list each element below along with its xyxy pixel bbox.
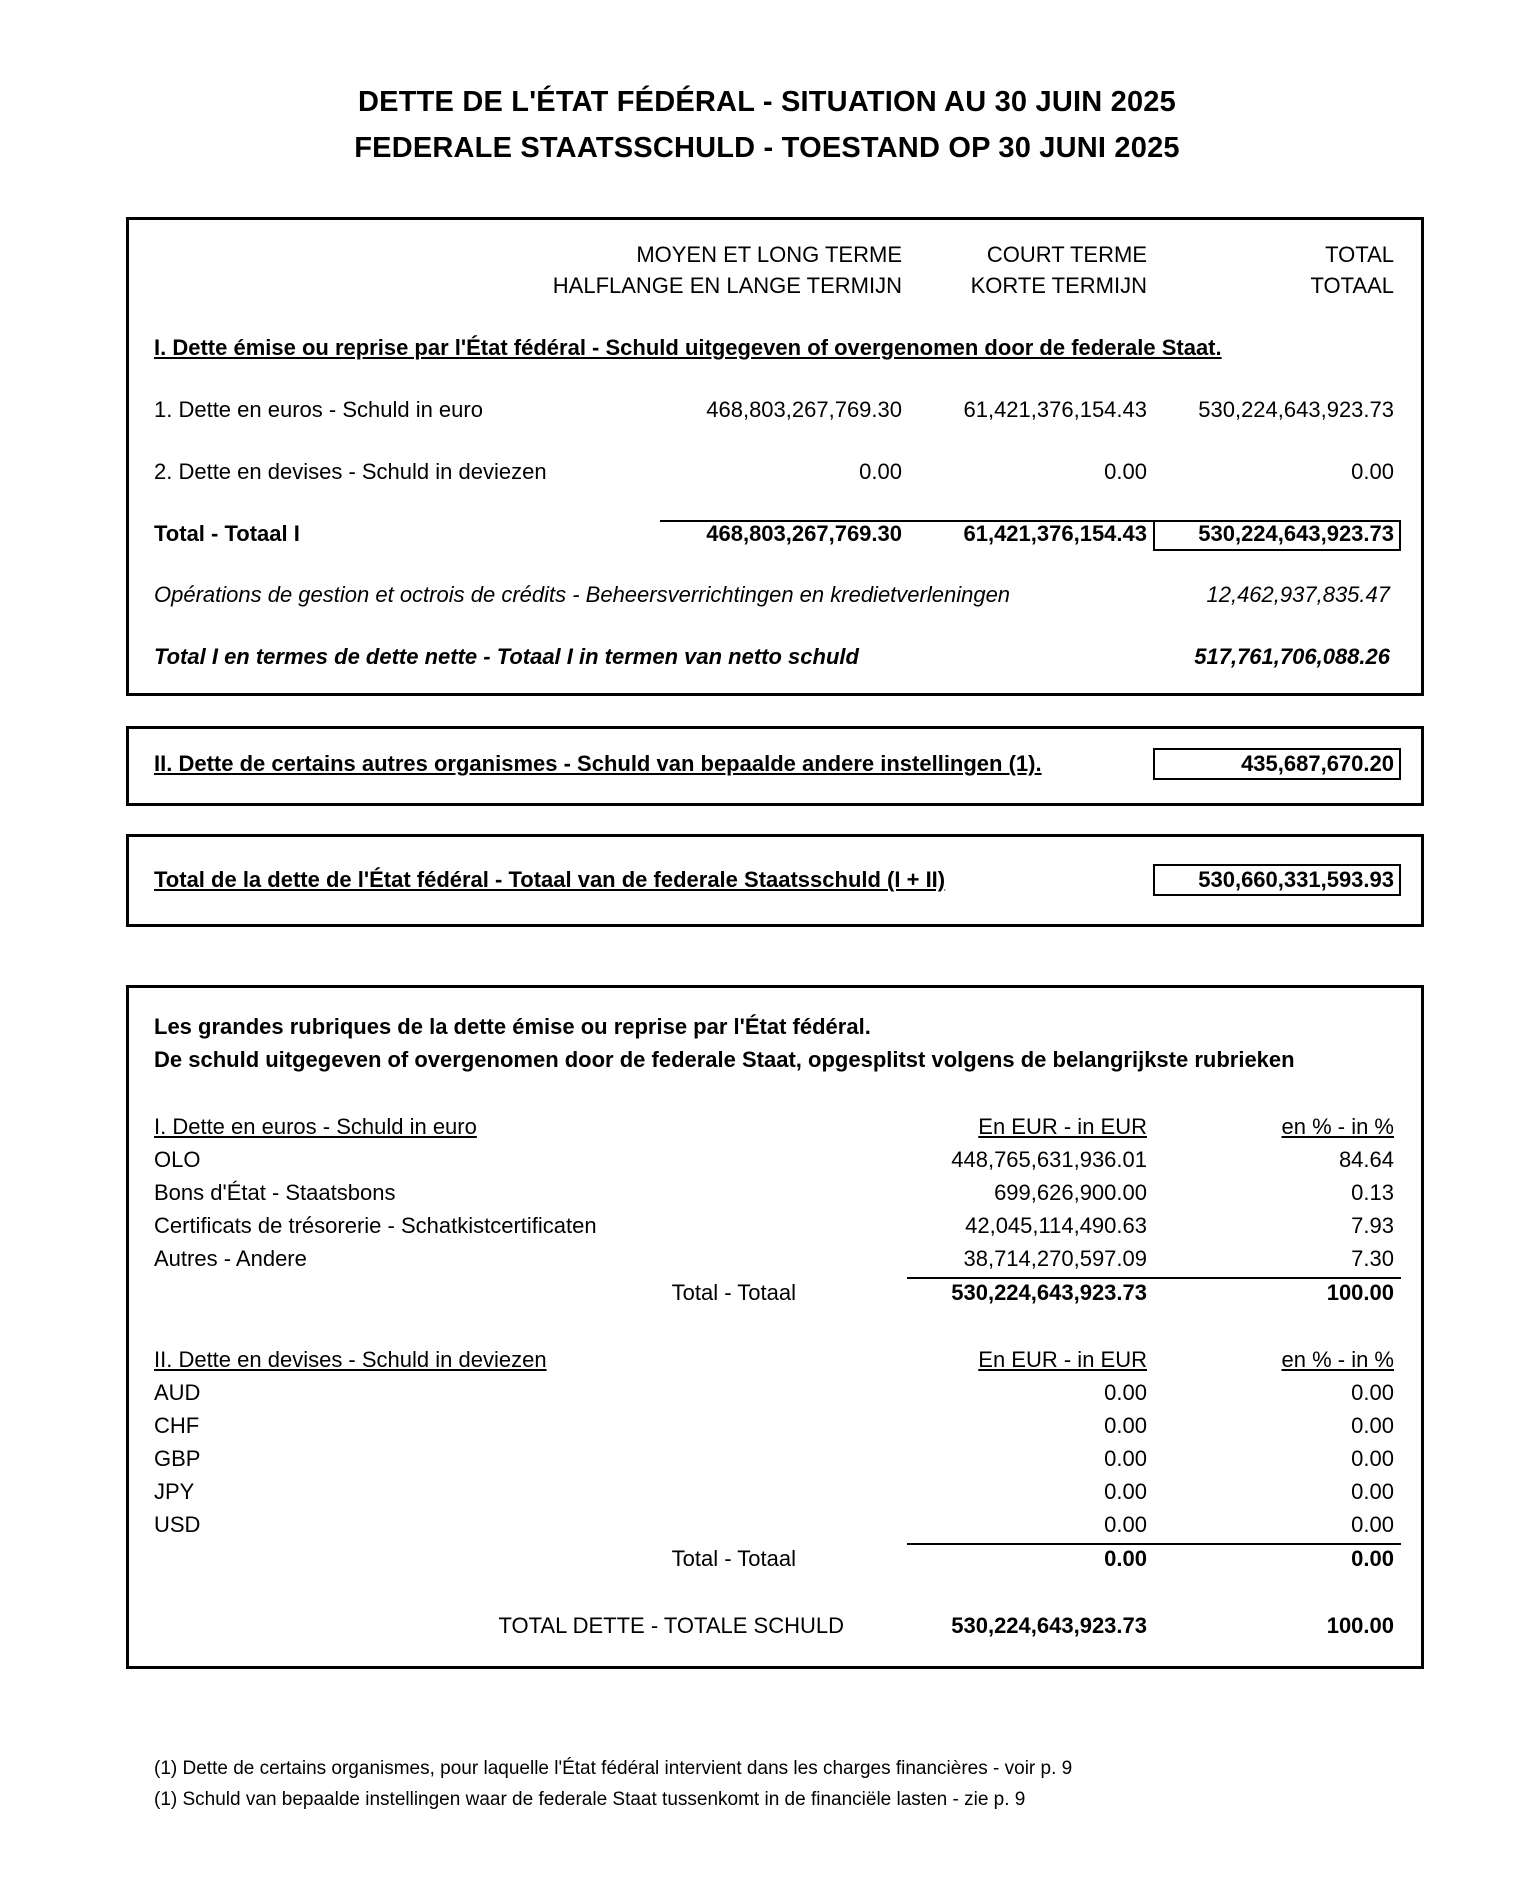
foreign-row-pct: 0.00 xyxy=(1351,1446,1394,1471)
foreign-total-rule xyxy=(907,1543,1401,1545)
section-4-heading-fr: Les grandes rubriques de la dette émise ou reprise par l'État fédéral. xyxy=(154,1014,871,1039)
col-header-total-nl: TOTAAL xyxy=(1310,273,1394,298)
foreign-row-eur: 0.00 xyxy=(1104,1512,1147,1537)
section-3-label: Total de la dette de l'État fédéral - Totaal van de federale Staatsschuld (I + II) xyxy=(154,867,946,892)
euro-col-eur-header: En EUR - in EUR xyxy=(978,1114,1147,1139)
section-2-value: 435,687,670.20 xyxy=(1241,751,1394,776)
operations-value: 12,462,937,835.47 xyxy=(1206,582,1390,607)
row-foreign-debt-label: 2. Dette en devises - Schuld in deviezen xyxy=(154,459,547,484)
foreign-total-eur: 0.00 xyxy=(1104,1546,1147,1571)
euro-row-eur: 699,626,900.00 xyxy=(994,1180,1147,1205)
euro-row-eur: 38,714,270,597.09 xyxy=(963,1246,1147,1271)
foreign-row-pct: 0.00 xyxy=(1351,1512,1394,1537)
row-euro-debt-ct: 61,421,376,154.43 xyxy=(963,397,1147,422)
row-foreign-debt-mlt: 0.00 xyxy=(859,459,902,484)
foreign-breakdown-title: II. Dette en devises - Schuld in deviezen xyxy=(154,1347,547,1372)
euro-row-label: Certificats de trésorerie - Schatkistcertificaten xyxy=(154,1213,597,1238)
operations-label: Opérations de gestion et octrois de crédits - Beheersverrichtingen en kredietverleningen xyxy=(154,582,1011,607)
row-euro-debt-total: 530,224,643,923.73 xyxy=(1198,397,1394,422)
euro-total-label: Total - Totaal xyxy=(671,1280,796,1305)
euro-breakdown-title: I. Dette en euros - Schuld in euro xyxy=(154,1114,477,1139)
row-euro-debt-label: 1. Dette en euros - Schuld in euro xyxy=(154,397,483,422)
foreign-row-label: JPY xyxy=(154,1479,195,1504)
euro-row-eur: 448,765,631,936.01 xyxy=(951,1147,1147,1172)
euro-row-label: Autres - Andere xyxy=(154,1246,307,1271)
euro-row-label: Bons d'État - Staatsbons xyxy=(154,1180,396,1205)
section-1-heading: I. Dette émise ou reprise par l'État fédéral - Schuld uitgegeven of overgenomen door de federale Staat. xyxy=(154,335,1222,360)
net-total-label: Total I en termes de dette nette - Totaal I in termen van netto schuld xyxy=(154,644,859,669)
row-foreign-debt-total: 0.00 xyxy=(1351,459,1394,484)
foreign-row-pct: 0.00 xyxy=(1351,1413,1394,1438)
row-total-i-ct: 61,421,376,154.43 xyxy=(963,521,1147,546)
foreign-row-eur: 0.00 xyxy=(1104,1446,1147,1471)
euro-row-pct: 7.93 xyxy=(1351,1213,1394,1238)
euro-row-pct: 0.13 xyxy=(1351,1180,1394,1205)
euro-row-eur: 42,045,114,490.63 xyxy=(965,1213,1147,1238)
col-header-ct-fr: COURT TERME xyxy=(986,242,1147,267)
row-total-i-label: Total - Totaal I xyxy=(154,521,300,546)
row-total-i-mlt: 468,803,267,769.30 xyxy=(706,521,902,546)
foreign-row-eur: 0.00 xyxy=(1104,1380,1147,1405)
foreign-col-pct-header: en % - in % xyxy=(1281,1347,1394,1372)
row-foreign-debt-ct: 0.00 xyxy=(1104,459,1147,484)
foreign-row-label: USD xyxy=(154,1512,201,1537)
document-title-fr: DETTE DE L'ÉTAT FÉDÉRAL - SITUATION AU 30 JUIN 2025 xyxy=(358,86,1176,118)
col-header-total-fr: TOTAL xyxy=(1325,242,1394,267)
section-4-heading-nl: De schuld uitgegeven of overgenomen door de federale Staat, opgesplitst volgens de belangrijkste rubrieken xyxy=(154,1047,1295,1072)
euro-total-eur: 530,224,643,923.73 xyxy=(951,1280,1147,1305)
foreign-row-pct: 0.00 xyxy=(1351,1479,1394,1504)
grand-total-label: TOTAL DETTE - TOTALE SCHULD xyxy=(498,1613,844,1638)
foreign-row-label: CHF xyxy=(154,1413,200,1438)
foreign-row-pct: 0.00 xyxy=(1351,1380,1394,1405)
grand-total-pct: 100.00 xyxy=(1326,1613,1394,1638)
foreign-row-eur: 0.00 xyxy=(1104,1479,1147,1504)
foreign-row-label: AUD xyxy=(154,1380,201,1405)
section-3-value: 530,660,331,593.93 xyxy=(1198,867,1394,892)
col-header-mlt-nl: HALFLANGE EN LANGE TERMIJN xyxy=(552,273,902,298)
euro-row-label: OLO xyxy=(154,1147,201,1172)
footnote-nl: (1) Schuld van bepaalde instellingen waar de federale Staat tussenkomt in de financiële lasten - zie p. 9 xyxy=(154,1789,1026,1810)
section-2-label: II. Dette de certains autres organismes - Schuld van bepaalde andere instellingen (1). xyxy=(154,751,1042,776)
foreign-total-pct: 0.00 xyxy=(1351,1546,1394,1571)
row-euro-debt-mlt: 468,803,267,769.30 xyxy=(706,397,902,422)
euro-row-pct: 84.64 xyxy=(1338,1147,1394,1172)
foreign-row-label: GBP xyxy=(154,1446,201,1471)
col-header-ct-nl: KORTE TERMIJN xyxy=(970,273,1147,298)
grand-total-eur: 530,224,643,923.73 xyxy=(951,1613,1147,1638)
document-title-nl: FEDERALE STAATSSCHULD - TOESTAND OP 30 JUNI 2025 xyxy=(354,132,1180,164)
row-total-i-total: 530,224,643,923.73 xyxy=(1198,521,1394,546)
euro-total-pct: 100.00 xyxy=(1326,1280,1394,1305)
foreign-col-eur-header: En EUR - in EUR xyxy=(978,1347,1147,1372)
footnote-fr: (1) Dette de certains organismes, pour laquelle l'État fédéral intervient dans les charges financières - voir p. 9 xyxy=(154,1758,1073,1779)
euro-col-pct-header: en % - in % xyxy=(1281,1114,1394,1139)
net-total-value: 517,761,706,088.26 xyxy=(1194,644,1390,669)
euro-row-pct: 7.30 xyxy=(1351,1246,1394,1271)
col-header-mlt-fr: MOYEN ET LONG TERME xyxy=(636,242,902,267)
foreign-row-eur: 0.00 xyxy=(1104,1413,1147,1438)
foreign-total-label: Total - Totaal xyxy=(671,1546,796,1571)
